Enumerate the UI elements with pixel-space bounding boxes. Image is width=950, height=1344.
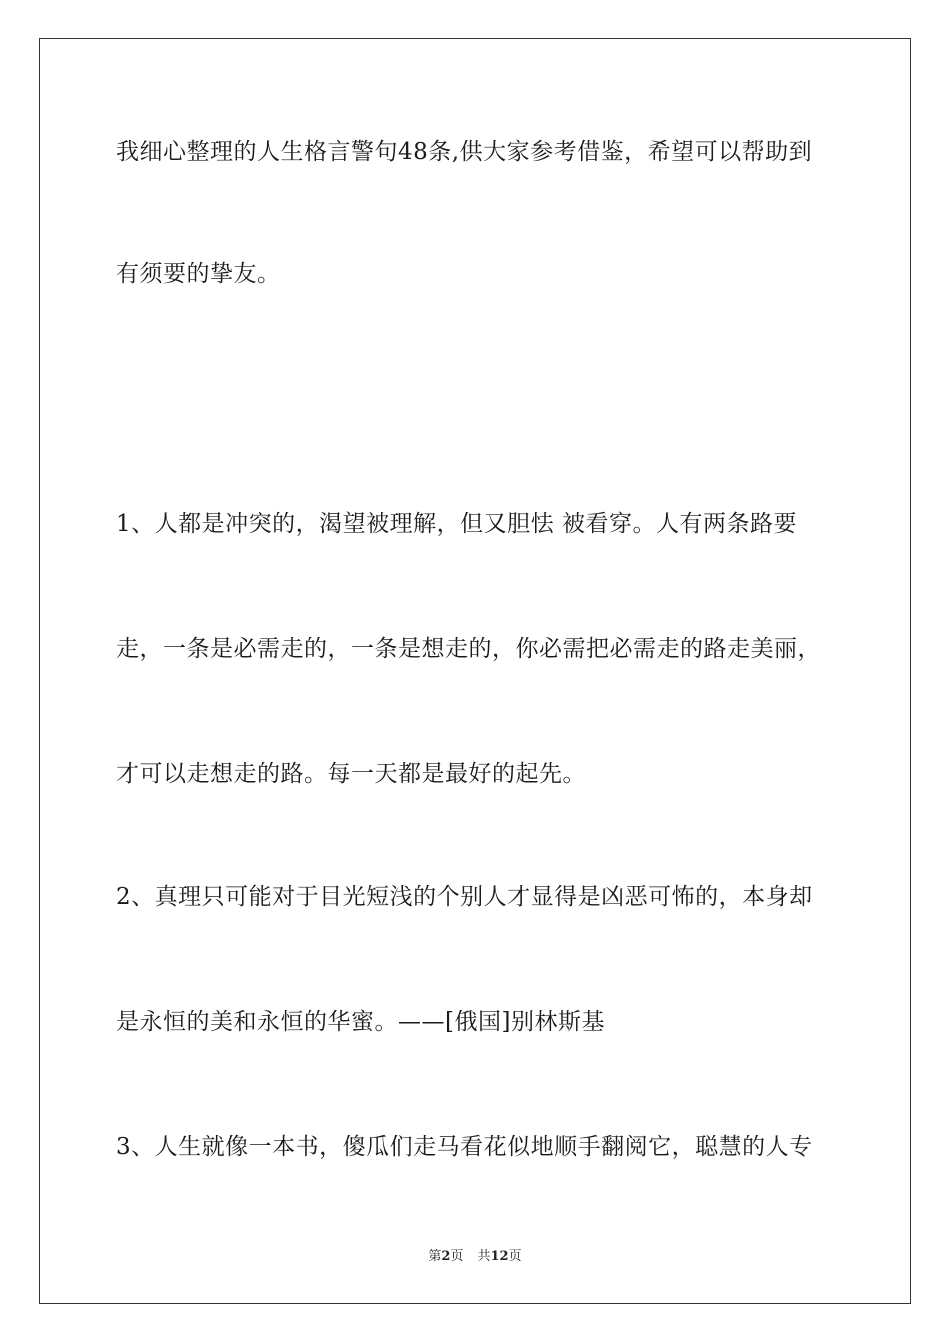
- footer-page-number: 2: [441, 1249, 451, 1264]
- item-1-line-2: 走，一条是必需走的，一条是想走的，你必需把必需走的路走美丽，: [116, 636, 821, 662]
- item-1-line-1: 1、人都是冲突的，渴望被理解，但又胆怯 被看穿。人有两条路要: [116, 511, 797, 537]
- footer-page-suffix: 页: [450, 1249, 464, 1264]
- intro-line-2: 有须要的挚友。: [116, 261, 281, 287]
- page-footer: [0, 1248, 950, 1266]
- item-3-line-1: 3、人生就像一本书，傻瓜们走马看花似地顺手翻阅它，聪慧的人专: [116, 1134, 813, 1160]
- intro-line-1: 我细心整理的人生格言警句48条,供大家参考借鉴，希望可以帮助到: [116, 139, 813, 165]
- footer-total-prefix: 共: [477, 1249, 491, 1264]
- item-2-line-1: 2、真理只可能对于目光短浅的个别人才显得是凶恶可怖的，本身却: [116, 884, 813, 910]
- footer-total-pages: 12: [490, 1249, 509, 1264]
- footer-total-suffix: 页: [508, 1249, 522, 1264]
- footer-page-prefix: 第: [428, 1249, 442, 1264]
- item-2-line-2: 是永恒的美和永恒的华蜜。——[俄国]别林斯基: [116, 1009, 605, 1035]
- item-1-line-3: 才可以走想走的路。每一天都是最好的起先。: [116, 761, 586, 787]
- page-frame: [39, 38, 911, 1304]
